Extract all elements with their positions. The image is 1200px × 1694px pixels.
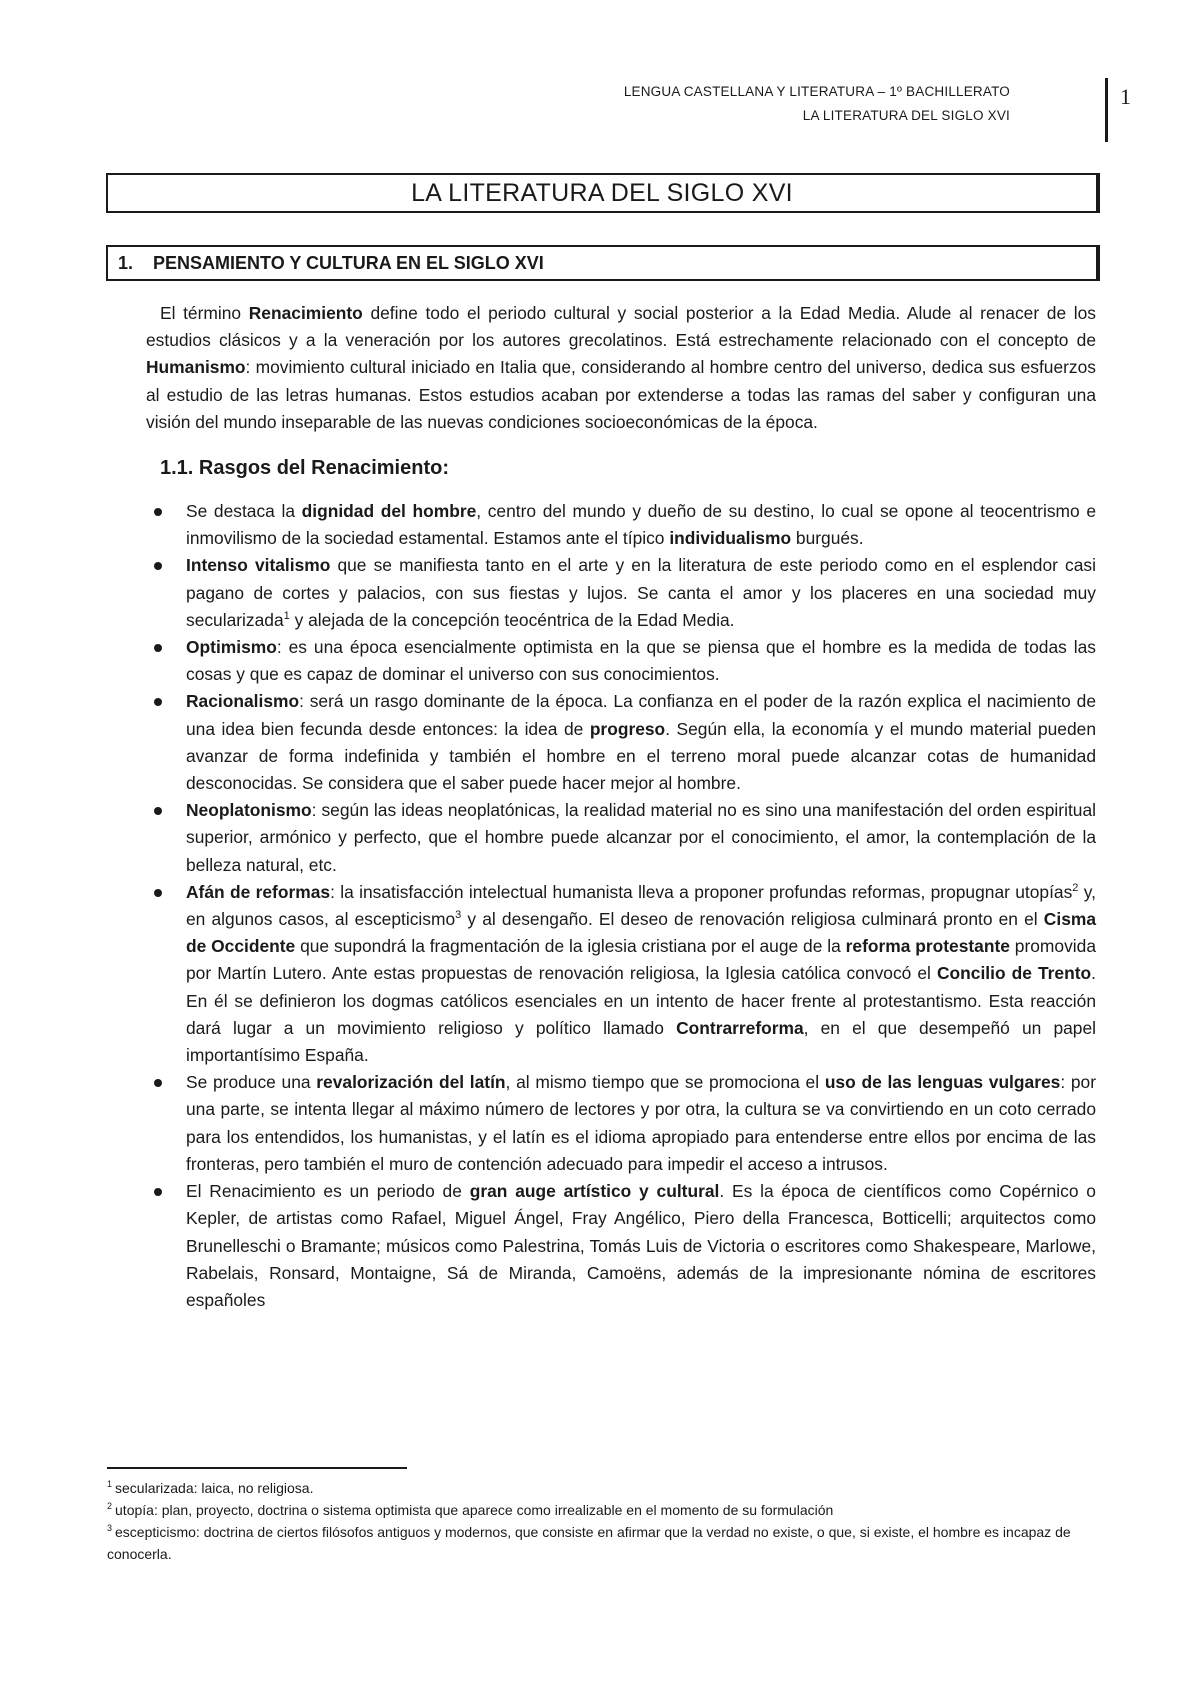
bold-term: Renacimiento: [248, 303, 363, 323]
text-run: . Según ella, la economía y el mundo material pueden avanzar de forma indefinida y también el hombre en el terreno moral puede alcanzar cotas de humanidad desconocidas. Se considera que el saber puede hacer mejor al hombre.: [186, 718, 1096, 794]
section-heading: [106, 245, 1100, 281]
text-run: Se destaca la: [186, 501, 302, 522]
bullet-icon: [154, 1079, 162, 1087]
running-header: [624, 80, 1010, 128]
bullet-icon: [154, 562, 162, 570]
bold-term: Optimismo: [186, 637, 277, 658]
list-item: [186, 498, 1096, 552]
text-run: , al mismo tiempo que se promociona el: [505, 1072, 825, 1093]
bold-term: revalorización del latín: [316, 1072, 506, 1093]
bullet-icon: [154, 644, 162, 652]
text-run: : es una época esencialmente optimista en la que se piensa que el hombre es la medida de todas las cosas y que es capaz de dominar el universo con sus conocimientos.: [186, 637, 1096, 685]
footnote-ref: 1: [283, 610, 290, 623]
footnote-divider: [107, 1467, 407, 1469]
header-course: LENGUA CASTELLANA Y LITERATURA – 1º BACHILLERATO: [623, 84, 1010, 99]
bullet-icon: [154, 698, 162, 706]
text-run: Se produce una: [186, 1072, 317, 1093]
text-run: burgués.: [791, 528, 864, 549]
text-run: : movimiento cultural iniciado en Italia que, considerando al hombre centro del universo, dedica sus esfuerzos al estudio de las letras humanas. Estos estudios acaban por extenderse a todas las ramas del saber y configuran una visión del mundo inseparable de las nuevas condiciones socioeconómicas de la época.: [146, 357, 1096, 432]
footnote: [107, 1499, 1100, 1521]
footnote-mark: 3: [107, 1523, 113, 1534]
list-item: [186, 879, 1096, 1069]
bold-term: Humanismo: [146, 357, 246, 378]
bold-term: progreso: [589, 718, 666, 739]
section-title: PENSAMIENTO Y CULTURA EN EL SIGLO XVI: [153, 252, 544, 273]
bold-term: Racionalismo: [186, 691, 300, 712]
text-run: . Es la época de científicos como Copérnico o Kepler, de artistas como Rafael, Miguel Ángel, Fray Angélico, Piero della Francesca, Botticelli; arquitectos como Brunelleschi o Bramante; músicos como Palestrina, Tomás Luis de Victoria o escritores como Shakespeare, Marlowe, Rabelais, Ronsard, Montaigne, Sá de Miranda, Camoëns, además de la impresionante nómina de escritores españoles: [186, 1181, 1096, 1310]
text-run: , centro del mundo y dueño de su destino, lo cual se opone al teocentrismo e inmovilismo de la sociedad estamental. Estamos ante el típico: [186, 501, 1096, 549]
bullet-icon: [154, 1188, 162, 1196]
list-item: [186, 1069, 1096, 1178]
header-divider: [1105, 78, 1108, 142]
bold-term: Contrarreforma: [676, 1017, 804, 1038]
text-run: : la insatisfacción intelectual humanista lleva a proponer profundas reformas, propugnar utopías: [330, 881, 1073, 902]
bold-term: individualismo: [669, 528, 792, 549]
document-title: LA LITERATURA DEL SIGLO XVI: [106, 173, 1100, 213]
bold-term: Neoplatonismo: [186, 800, 312, 821]
features-list: [146, 498, 1096, 1314]
bold-term: uso de las lenguas vulgares: [824, 1072, 1061, 1093]
footnote-text: escepticismo: doctrina de ciertos filósofos antiguos y modernos, que consiste en afirmar que la verdad no existe, o que, si existe, el hombre es incapaz de conocerla.: [107, 1524, 1071, 1562]
text-run: y, en algunos casos, al escepticismo: [186, 881, 1096, 930]
text-run: y al desengaño. El deseo de renovación religiosa culminará pronto en el: [461, 909, 1044, 930]
bold-term: Afán de reformas: [186, 881, 331, 902]
text-run: define todo el periodo cultural y social posterior a la Edad Media. Alude al renacer de los estudios clásicos y a la veneración por los autores grecolatinos. Está estrechamente relacionado con el concepto de: [146, 303, 1096, 351]
text-run: : según las ideas neoplatónicas, la realidad material no es sino una manifestación del orden espiritual superior, armónico y perfecto, que el hombre puede alcanzar por el conocimiento, el amor, la contemplación de la belleza natural, etc.: [186, 800, 1096, 875]
footnote: [107, 1477, 1100, 1499]
text-run: y alejada de la concepción teocéntrica de la Edad Media.: [289, 609, 735, 630]
footnote-mark: 2: [107, 1501, 113, 1512]
list-item: [186, 1178, 1096, 1314]
footnote-text: utopía: plan, proyecto, doctrina o sistema optimista que aparece como irrealizable en el momento de su formulación: [115, 1502, 834, 1518]
text-run: que se manifiesta tanto en el arte y en la literatura de este periodo como en el esplendor casi pagano de cortes y palacios, con sus fiestas y lujos. Se canta el amor y los placeres en una sociedad muy secularizada: [186, 555, 1096, 630]
list-item: [186, 688, 1096, 797]
text-run: El término: [160, 303, 249, 323]
bullet-icon: [154, 889, 162, 897]
main-content: [146, 300, 1096, 1314]
footnote-ref: 2: [1072, 882, 1079, 895]
text-run: , en el que desempeñó un papel importantísimo España.: [186, 1017, 1096, 1066]
subsection-heading: 1.1. Rasgos del Renacimiento:: [160, 457, 449, 480]
list-item: [186, 634, 1096, 688]
text-run: que supondrá la fragmentación de la iglesia cristiana por el auge de la: [295, 936, 846, 957]
text-run: promovida por Martín Lutero. Ante estas propuestas de renovación religiosa, la Iglesia católica convocó el: [186, 936, 1096, 984]
text-run: El Renacimiento es un periodo de: [186, 1181, 470, 1202]
footnote-ref: 3: [455, 909, 462, 922]
bold-term: reforma protestante: [845, 936, 1010, 957]
bold-term: gran auge artístico y cultural: [469, 1181, 720, 1202]
header-topic: LA LITERATURA DEL SIGLO XVI: [802, 108, 1010, 123]
bullet-icon: [154, 508, 162, 516]
footnote-mark: 1: [107, 1479, 113, 1490]
section-number: 1.: [118, 252, 134, 273]
bold-term: dignidad del hombre: [301, 501, 477, 522]
bold-term: Intenso vitalismo: [186, 555, 331, 576]
text-run: . En él se definieron los dogmas católicos esenciales en un intento de hacer frente al protestantismo. Esta reacción dará lugar a un movimiento religioso y político llamado: [186, 963, 1096, 1038]
bold-term: Concilio de Trento: [936, 963, 1092, 984]
text-run: : por una parte, se intenta llegar al máximo número de lectores y por otra, la cultura se va convirtiendo en un coto cerrado para los entendidos, los humanistas, y el latín es el idioma apropiado para entenderse entre ellos por encima de las fronteras, pero también el muro de contención adecuado para impedir el acceso a intrusos.: [186, 1072, 1096, 1174]
page-number: 1: [1120, 84, 1131, 109]
text-run: : será un rasgo dominante de la época. La confianza en el poder de la razón explica el nacimiento de una idea bien fecunda desde entonces: la idea de: [186, 691, 1096, 739]
bullet-icon: [154, 807, 162, 815]
footnote: [107, 1521, 1100, 1565]
footnotes: [107, 1477, 1100, 1565]
list-item: [186, 552, 1096, 634]
footnote-text: secularizada: laica, no religiosa.: [115, 1480, 314, 1496]
intro-paragraph: [146, 300, 1096, 436]
bold-term: Cisma de Occidente: [186, 909, 1096, 957]
list-item: [186, 797, 1096, 879]
